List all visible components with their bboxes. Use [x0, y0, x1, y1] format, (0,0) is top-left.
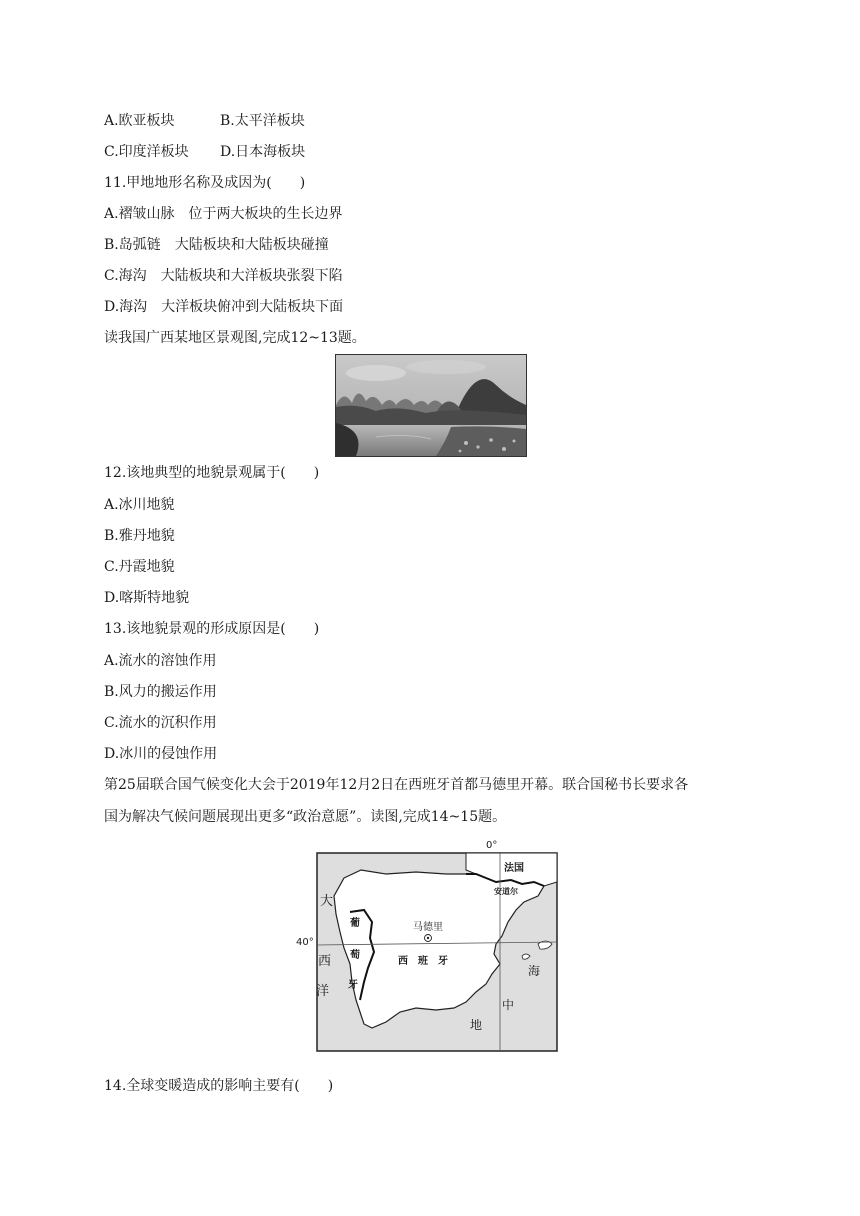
- map-atlantic-char-1: 大: [320, 894, 334, 909]
- q10-option-c: C.印度洋板块: [104, 144, 189, 160]
- q10-option-row-2: [104, 143, 306, 161]
- map-france-label: 法国: [504, 863, 524, 874]
- q12-stem: 12.该地典型的地貌景观属于( ): [104, 465, 320, 481]
- q13-option-b: B.风力的搬运作用: [104, 684, 217, 700]
- q14-stem: 14.全球变暖造成的影响主要有( ): [104, 1078, 334, 1094]
- q10-option-b: B.太平洋板块: [220, 113, 305, 129]
- q13-option-d: D.冰川的侵蚀作用: [104, 746, 218, 762]
- map-portugal-char-2: 萄: [350, 950, 360, 961]
- q13-stem: 13.该地貌景观的形成原因是( ): [104, 621, 320, 637]
- map-med-char-3: 海: [528, 964, 541, 978]
- q11-option-c: C.海沟 大陆板块和大洋板块张裂下陷: [104, 268, 343, 284]
- q11-option-d: D.海沟 大洋板块俯冲到大陆板块下面: [104, 299, 344, 315]
- map-med-char-1: 地: [470, 1018, 483, 1032]
- map-atlantic-char-2: 西: [318, 954, 332, 969]
- q11-option-b: B.岛弧链 大陆板块和大陆板块碰撞: [104, 237, 329, 253]
- map-andorra-label: 安道尔: [494, 887, 518, 896]
- karst-landscape-photo: [335, 354, 527, 457]
- q13-option-c: C.流水的沉积作用: [104, 715, 217, 731]
- intro-12-13: 读我国广西某地区景观图,完成12~13题。: [104, 330, 366, 346]
- q10-option-row-1: [104, 112, 305, 130]
- q13-option-a: A.流水的溶蚀作用: [104, 653, 217, 669]
- q12-option-d: D.喀斯特地貌: [104, 590, 190, 606]
- q10-option-d: D.日本海板块: [220, 144, 306, 160]
- q11-option-a: A.褶皱山脉 位于两大板块的生长边界: [104, 206, 343, 222]
- q12-option-a: A.冰川地貌: [104, 497, 175, 513]
- intro-14-15-line-1: 第25届联合国气候变化大会于2019年12月2日在西班牙首都马德里开幕。联合国秘书长要求各: [104, 777, 689, 793]
- map-portugal-char-3: 牙: [348, 980, 358, 991]
- intro-14-15-line-2: 国为解决气候问题展现出更多“政治意愿”。读图,完成14~15题。: [104, 809, 507, 825]
- map-spain-label: 西 班 牙: [398, 956, 448, 967]
- q12-option-b: B.雅丹地貌: [104, 528, 175, 544]
- q12-option-c: C.丹霞地貌: [104, 559, 175, 575]
- q11-stem: 11.甲地地形名称及成因为( ): [104, 175, 306, 191]
- map-meridian-label: 0°: [486, 840, 498, 851]
- map-portugal-char-1: 葡: [350, 918, 360, 929]
- map-madrid-label: 马德里: [413, 922, 443, 933]
- map-parallel-label: 40°: [296, 937, 314, 948]
- map-med-char-2: 中: [502, 998, 515, 1012]
- map-atlantic-char-3: 洋: [316, 984, 330, 999]
- q10-option-a: A.欧亚板块: [104, 113, 175, 129]
